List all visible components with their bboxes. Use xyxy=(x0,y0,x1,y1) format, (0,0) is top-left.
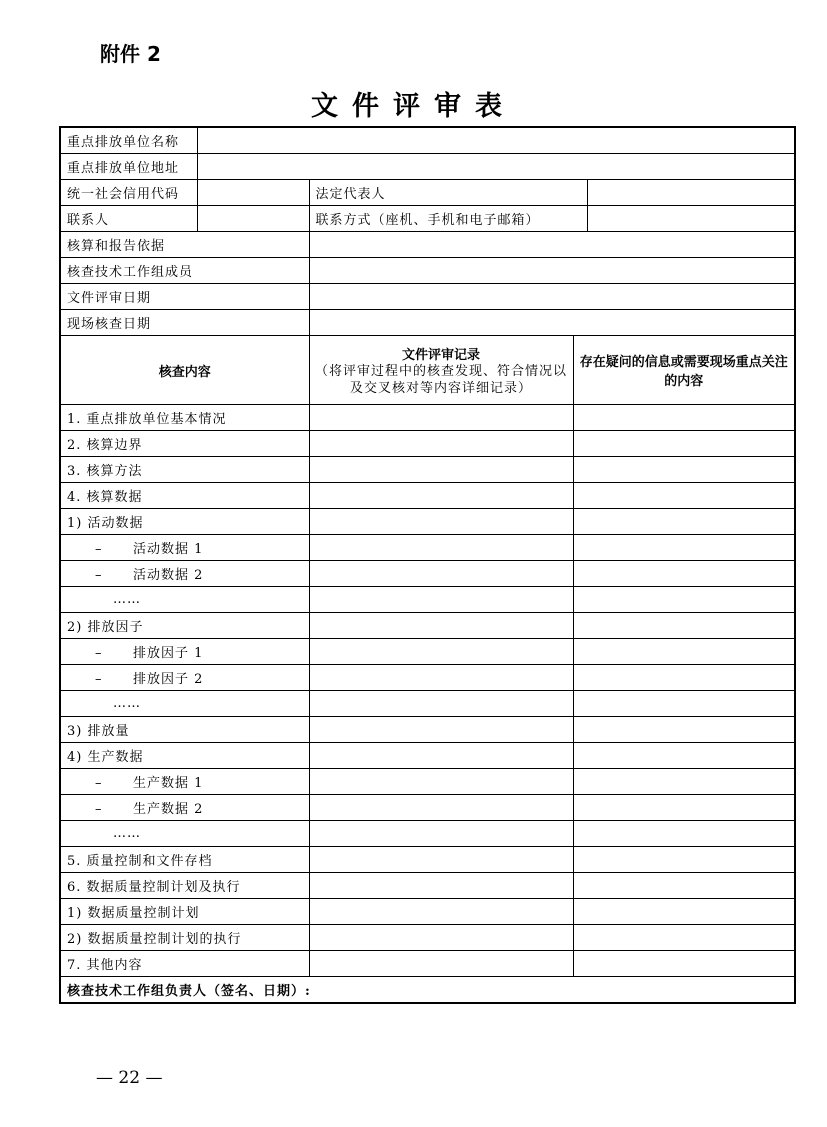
item-text: 5. 质量控制和文件存档 xyxy=(67,854,213,869)
item-label xyxy=(60,691,309,717)
signature-row xyxy=(60,977,795,1004)
table-row xyxy=(60,535,795,561)
page-title: 文件评审表 xyxy=(311,91,516,122)
attachment-label: 附件 2 xyxy=(100,42,161,66)
value-site-date[interactable] xyxy=(309,310,795,336)
item-text: …… xyxy=(113,696,141,711)
item-text: 排放因子 2 xyxy=(133,672,204,687)
item-text: 1) 活动数据 xyxy=(67,516,144,531)
item-label xyxy=(60,847,309,873)
item-text: 3) 排放量 xyxy=(67,724,130,739)
record-cell[interactable] xyxy=(309,691,573,717)
record-cell[interactable] xyxy=(309,431,573,457)
record-cell[interactable] xyxy=(309,509,573,535)
label-contact: 联系人 xyxy=(60,206,197,232)
header-record-title: 文件评审记录 xyxy=(401,347,480,363)
table-row xyxy=(60,925,795,951)
record-cell[interactable] xyxy=(309,457,573,483)
record-cell[interactable] xyxy=(309,821,573,847)
record-cell[interactable] xyxy=(309,665,573,691)
table-row xyxy=(60,873,795,899)
value-credit-code[interactable] xyxy=(197,180,309,206)
item-text: 活动数据 2 xyxy=(133,568,204,583)
issue-cell[interactable] xyxy=(573,613,795,639)
label-site-date: 现场核查日期 xyxy=(60,310,309,336)
dash-marker: – xyxy=(95,776,103,791)
issue-cell[interactable] xyxy=(573,587,795,613)
item-label xyxy=(60,795,309,821)
dash-marker: – xyxy=(95,802,103,817)
record-cell[interactable] xyxy=(309,743,573,769)
record-cell[interactable] xyxy=(309,535,573,561)
issue-cell[interactable] xyxy=(573,847,795,873)
item-text: 2) 数据质量控制计划的执行 xyxy=(67,932,242,947)
row-site-date xyxy=(60,310,795,336)
record-cell[interactable] xyxy=(309,847,573,873)
record-cell[interactable] xyxy=(309,951,573,977)
item-text: 2) 排放因子 xyxy=(67,620,144,635)
issue-cell[interactable] xyxy=(573,925,795,951)
table-row xyxy=(60,431,795,457)
item-label xyxy=(60,665,309,691)
row-contact xyxy=(60,206,795,232)
row-team-members xyxy=(60,258,795,284)
table-row xyxy=(60,561,795,587)
item-label xyxy=(60,899,309,925)
table-row xyxy=(60,691,795,717)
row-basis xyxy=(60,232,795,258)
item-label xyxy=(60,483,309,509)
record-cell[interactable] xyxy=(309,717,573,743)
item-text: 生产数据 2 xyxy=(133,802,204,817)
dash-marker: – xyxy=(95,646,103,661)
row-credit-code xyxy=(60,180,795,206)
header-content: 核查内容 xyxy=(60,336,309,405)
item-label xyxy=(60,431,309,457)
value-contact[interactable] xyxy=(197,206,309,232)
value-legal-rep[interactable] xyxy=(587,180,795,206)
issue-cell[interactable] xyxy=(573,821,795,847)
record-cell[interactable] xyxy=(309,873,573,899)
table-row xyxy=(60,847,795,873)
record-cell[interactable] xyxy=(309,561,573,587)
table-row xyxy=(60,795,795,821)
issue-cell[interactable] xyxy=(573,951,795,977)
label-credit-code: 统一社会信用代码 xyxy=(60,180,197,206)
table-row xyxy=(60,899,795,925)
dash-marker: – xyxy=(95,672,103,687)
item-text: …… xyxy=(113,826,141,841)
item-label xyxy=(60,873,309,899)
item-label xyxy=(60,613,309,639)
item-label xyxy=(60,509,309,535)
issue-cell[interactable] xyxy=(573,665,795,691)
issue-cell[interactable] xyxy=(573,743,795,769)
label-unit-address: 重点排放单位地址 xyxy=(60,154,197,180)
label-review-date: 文件评审日期 xyxy=(60,284,309,310)
table-row xyxy=(60,509,795,535)
table-row xyxy=(60,951,795,977)
label-unit-name: 重点排放单位名称 xyxy=(60,127,197,154)
issue-cell[interactable] xyxy=(573,457,795,483)
item-label xyxy=(60,561,309,587)
issue-cell[interactable] xyxy=(573,899,795,925)
item-label xyxy=(60,405,309,431)
table-row xyxy=(60,717,795,743)
table-row xyxy=(60,665,795,691)
record-cell[interactable] xyxy=(309,899,573,925)
row-review-date xyxy=(60,284,795,310)
table-row xyxy=(60,613,795,639)
record-cell[interactable] xyxy=(309,483,573,509)
label-contact-method: 联系方式（座机、手机和电子邮箱） xyxy=(309,206,587,232)
item-text: 3. 核算方法 xyxy=(67,464,143,479)
value-unit-address[interactable] xyxy=(197,154,795,180)
issue-cell[interactable] xyxy=(573,691,795,717)
record-cell[interactable] xyxy=(309,795,573,821)
issue-cell[interactable] xyxy=(573,769,795,795)
item-text: 活动数据 1 xyxy=(133,542,204,557)
value-review-date[interactable] xyxy=(309,284,795,310)
record-cell[interactable] xyxy=(309,769,573,795)
header-issues: 存在疑问的信息或需要现场重点关注的内容 xyxy=(573,336,795,405)
table-row xyxy=(60,743,795,769)
issue-cell[interactable] xyxy=(573,405,795,431)
table-row xyxy=(60,457,795,483)
item-label xyxy=(60,457,309,483)
item-label xyxy=(60,769,309,795)
header-record-note: （将评审过程中的核查发现、符合情况以及交叉核对等内容详细记录） xyxy=(314,363,567,396)
issue-cell[interactable] xyxy=(573,795,795,821)
record-cell[interactable] xyxy=(309,639,573,665)
item-label xyxy=(60,821,309,847)
table-row xyxy=(60,483,795,509)
record-cell[interactable] xyxy=(309,613,573,639)
table-row xyxy=(60,769,795,795)
item-label xyxy=(60,951,309,977)
item-text: 1) 数据质量控制计划 xyxy=(67,906,200,921)
item-label xyxy=(60,639,309,665)
dash-marker: – xyxy=(95,542,103,557)
item-text: 4) 生产数据 xyxy=(67,750,144,765)
label-team-members: 核查技术工作组成员 xyxy=(60,258,309,284)
table-row xyxy=(60,639,795,665)
item-text: 6. 数据质量控制计划及执行 xyxy=(67,880,241,895)
table-row xyxy=(60,405,795,431)
item-label xyxy=(60,743,309,769)
item-text: 7. 其他内容 xyxy=(67,958,143,973)
item-label xyxy=(60,587,309,613)
header-record xyxy=(309,336,573,405)
item-text: 2. 核算边界 xyxy=(67,438,143,453)
value-unit-name[interactable] xyxy=(197,127,795,154)
issue-cell[interactable] xyxy=(573,561,795,587)
value-contact-method[interactable] xyxy=(587,206,795,232)
item-label xyxy=(60,717,309,743)
page-number: — 22 — xyxy=(96,1068,163,1088)
item-text: 1. 重点排放单位基本情况 xyxy=(67,412,227,427)
item-text: 排放因子 1 xyxy=(133,646,204,661)
item-text: 4. 核算数据 xyxy=(67,490,143,505)
issue-cell[interactable] xyxy=(573,509,795,535)
review-table xyxy=(59,126,796,1004)
value-team-members[interactable] xyxy=(309,258,795,284)
dash-marker: – xyxy=(95,568,103,583)
item-text: 生产数据 1 xyxy=(133,776,204,791)
row-unit-name xyxy=(60,127,795,154)
table-row xyxy=(60,587,795,613)
table-row xyxy=(60,821,795,847)
item-label xyxy=(60,925,309,951)
issue-cell[interactable] xyxy=(573,483,795,509)
issue-cell[interactable] xyxy=(573,431,795,457)
record-cell[interactable] xyxy=(309,925,573,951)
signature-label: 核查技术工作组负责人（签名、日期）: xyxy=(60,977,795,1004)
issue-cell[interactable] xyxy=(573,639,795,665)
issue-cell[interactable] xyxy=(573,717,795,743)
issue-cell[interactable] xyxy=(573,535,795,561)
value-basis[interactable] xyxy=(309,232,795,258)
label-legal-rep: 法定代表人 xyxy=(309,180,587,206)
item-label xyxy=(60,535,309,561)
record-cell[interactable] xyxy=(309,587,573,613)
table-header-row xyxy=(60,336,795,405)
record-cell[interactable] xyxy=(309,405,573,431)
label-basis: 核算和报告依据 xyxy=(60,232,309,258)
item-text: …… xyxy=(113,592,141,607)
issue-cell[interactable] xyxy=(573,873,795,899)
row-unit-address xyxy=(60,154,795,180)
